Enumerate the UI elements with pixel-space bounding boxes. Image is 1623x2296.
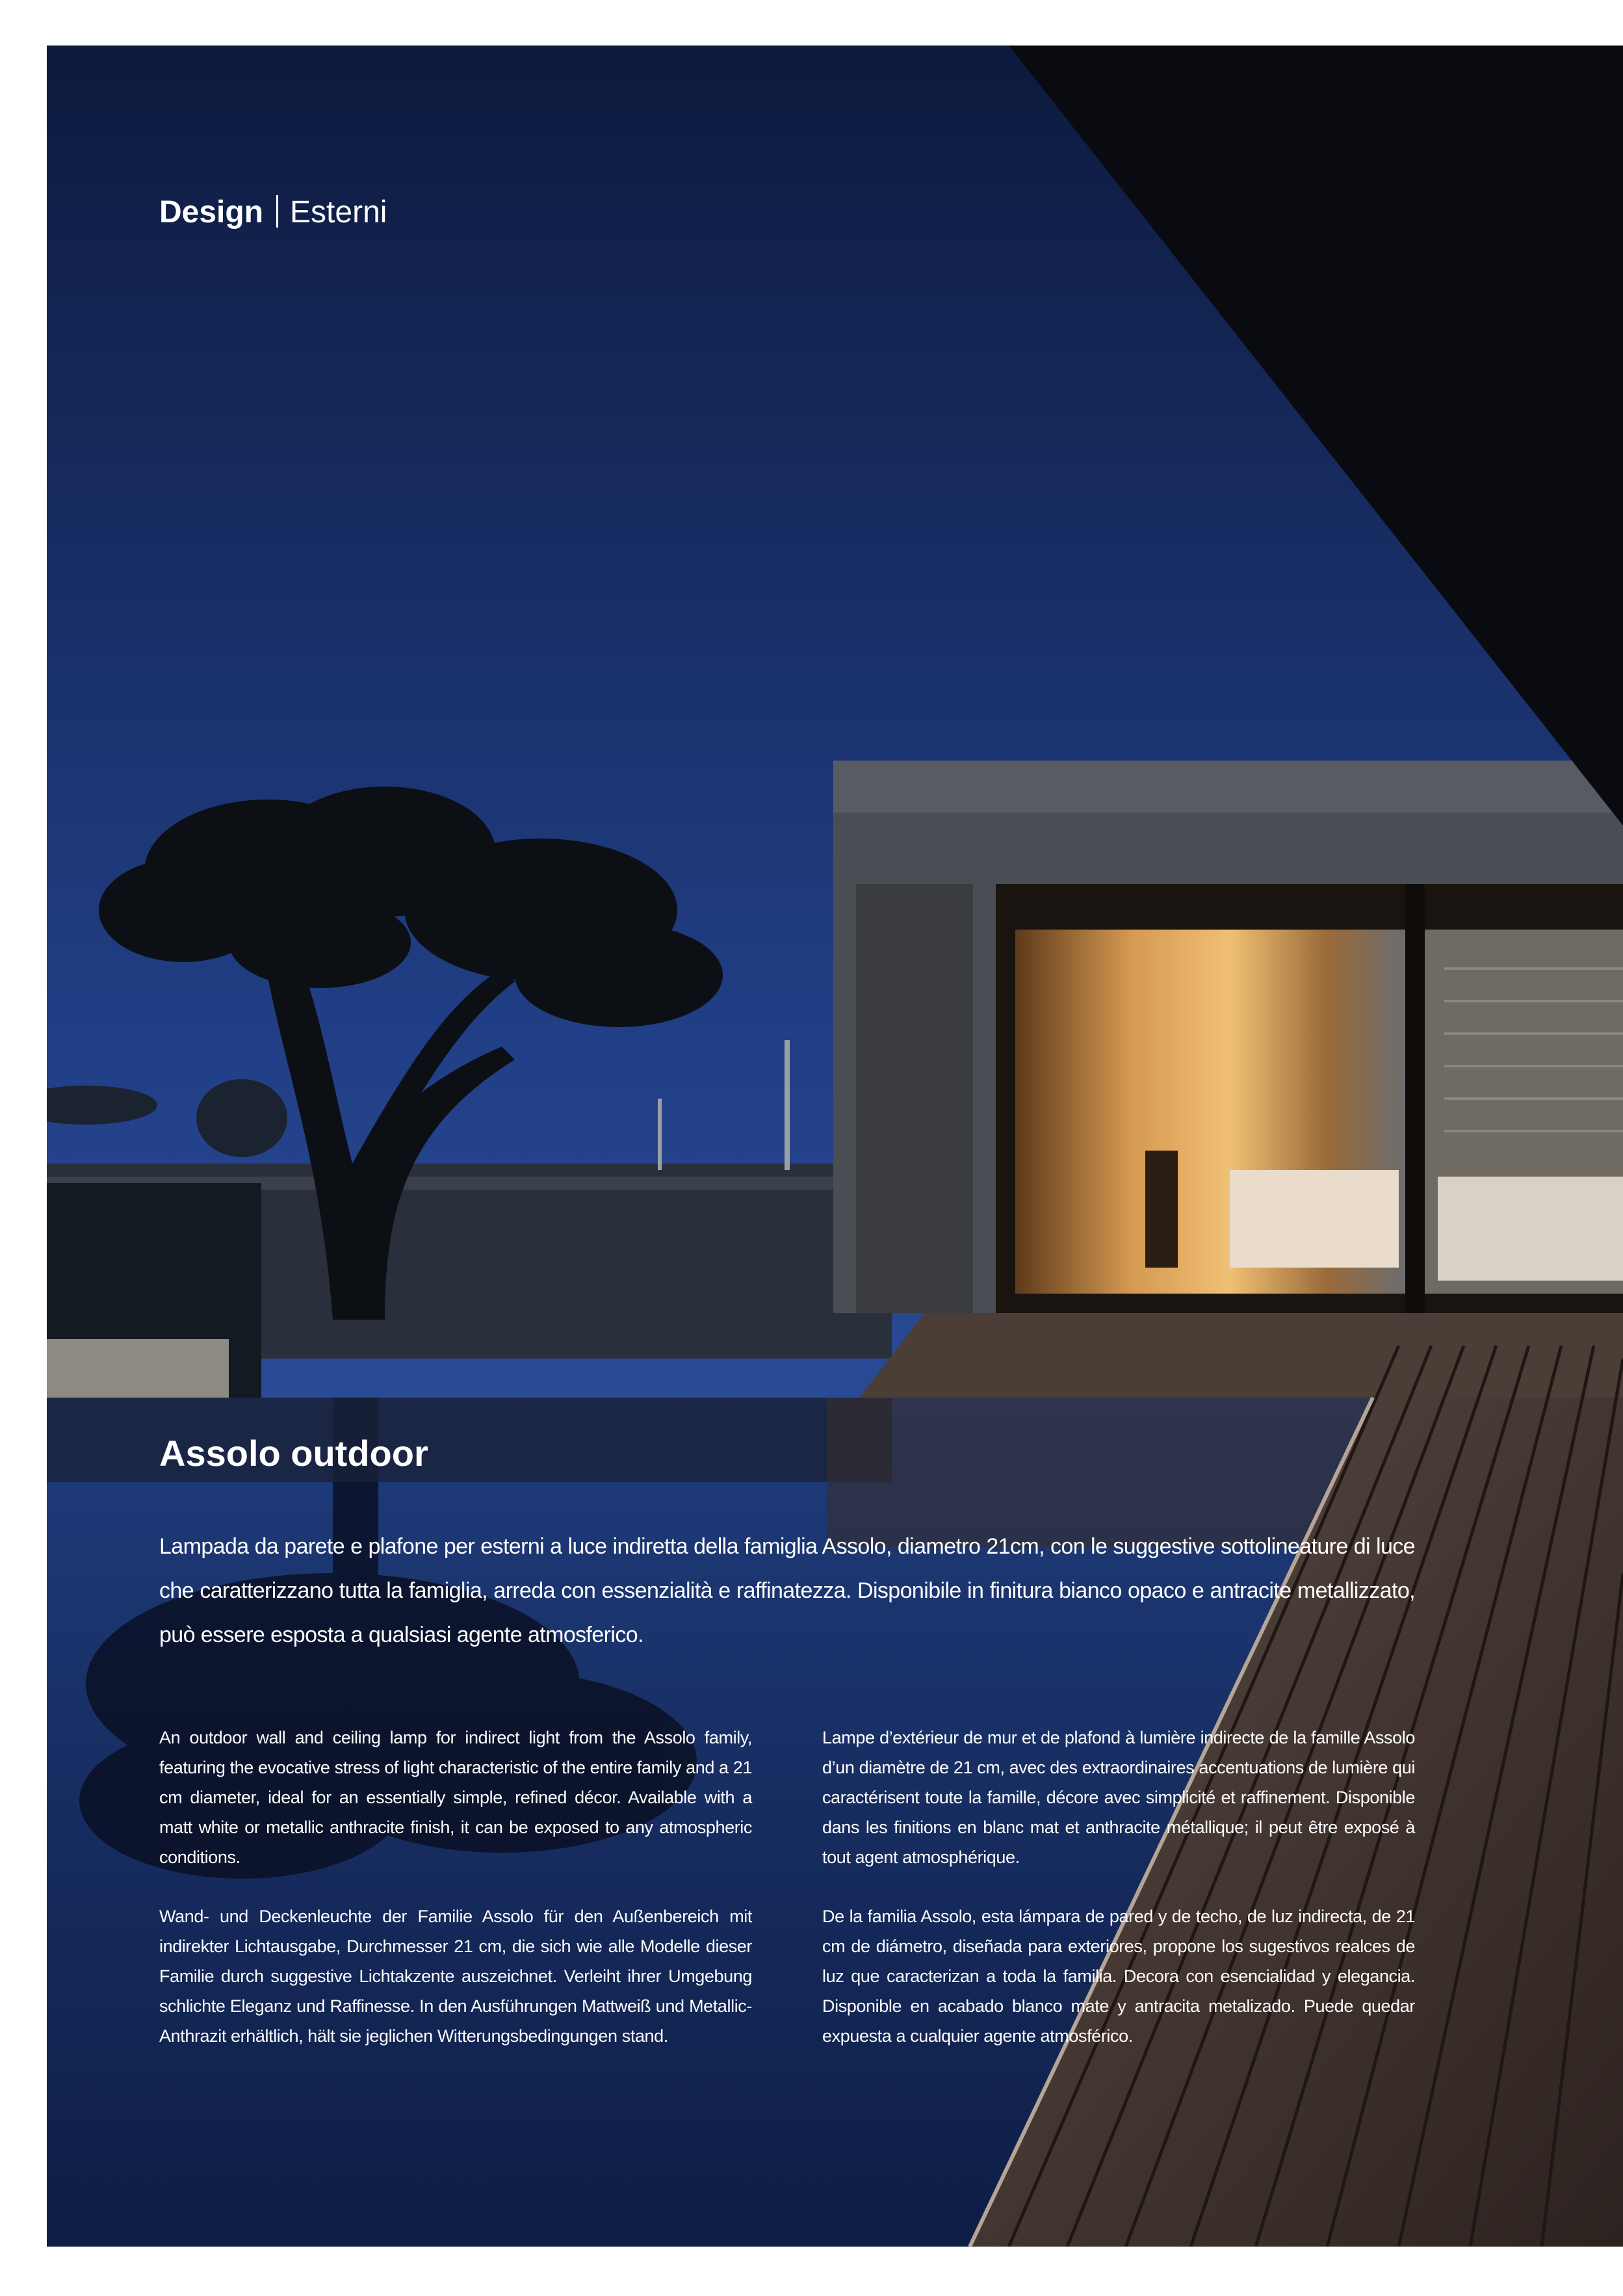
- product-title: Assolo outdoor: [159, 1433, 428, 1474]
- description-english: An outdoor wall and ceiling lamp for indirect light from the Assolo family, featuring the evocative stress of light characteristic of the entire family and a 21 cm diameter, ideal for an essentially simple, refined décor. Available with a matt white or metallic anthracite finish, it can be exposed to any atmospheric conditions.: [159, 1728, 752, 1867]
- subcategory-label: Esterni: [290, 195, 387, 229]
- description-german: Wand- und Deckenleuchte der Familie Assolo für den Außenbereich mit indirekter Lichtausgabe, Durchmesser 21 cm, die sich wie alle Modelle dieser Familie durch suggestive Lichtakzente auszeichnet. Verleiht ihrer Umgebung schlichte Eleganz und Raffinesse. In den Ausführungen Mattweiß und Metallic-Anthrazit erhältlich, hält sie jeglichen Witterungsbedingungen stand.: [159, 1907, 752, 2046]
- category-label: Design: [159, 195, 264, 229]
- description-french: Lampe d’extérieur de mur et de plafond à lumière indirecte de la famille Assolo d’un diamètre de 21 cm, avec des extraordinaires accentuations de lumière qui caractérisent toute la famille, décore avec simplicité et raffinement. Disponible dans les finitions en blanc mat et anthracite métallique; il peut être exposé à tout agent atmosphérique.: [822, 1728, 1415, 1867]
- label-divider: [276, 195, 278, 228]
- description-italian: Lampada da parete e plafone per esterni a luce indiretta della famiglia Assolo, diametro 21cm, con le suggestive sottolineature di luce che caratterizzano tutta la famiglia, arreda con essenzialità e raffinatezza. Disponibile in finitura bianco opaco e antracite metallizzato, può essere esposta a qualsiasi agente atmosferico.: [159, 1534, 1415, 1647]
- description-spanish: De la familia Assolo, esta lámpara de pared y de techo, de luz indirecta, de 21 cm de diámetro, diseñada para exteriores, propone los sugestivos realces de luz que caracterizan a toda la familia. Decora con esencialidad y elegancia. Disponible en acabado blanco mate y antracita metalizado. Puede quedar expuesta a cualquier agente atmosférico.: [822, 1907, 1415, 2046]
- section-label: [159, 195, 387, 228]
